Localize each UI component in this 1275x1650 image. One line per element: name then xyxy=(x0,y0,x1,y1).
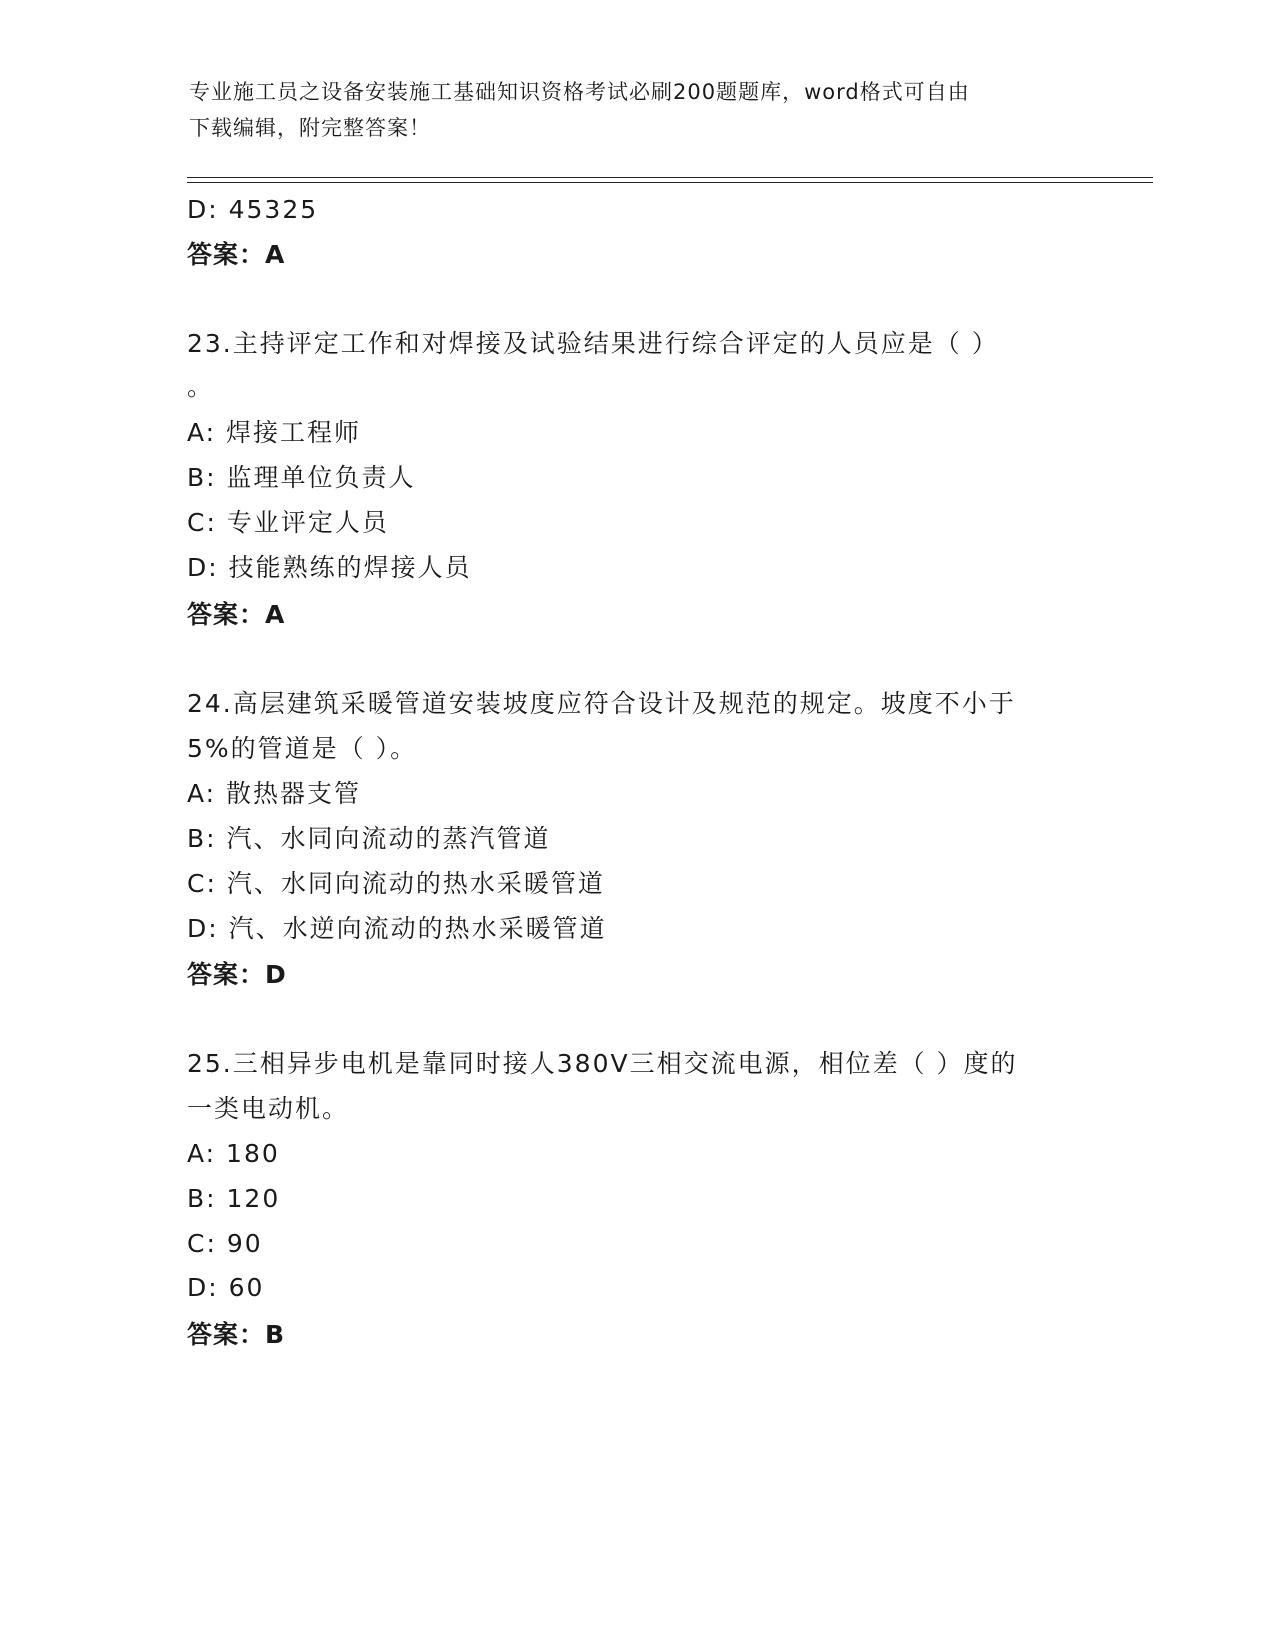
document-header xyxy=(189,74,1069,146)
question-stem-line-1: 23.主持评定工作和对焊接及试验结果进行综合评定的人员应是（ ） xyxy=(187,329,999,358)
question-stem-line-2: 。 xyxy=(187,372,215,401)
prev-answer: 答案：A xyxy=(187,240,286,269)
answer: 答案：A xyxy=(187,600,286,629)
option-b: B: 120 xyxy=(187,1184,281,1213)
question-stem-line-2: 一类电动机。 xyxy=(187,1094,350,1123)
header-title-line-2: 下载编辑，附完整答案！ xyxy=(189,116,431,140)
answer: 答案：B xyxy=(187,1320,286,1349)
option-c: C: 90 xyxy=(187,1229,263,1258)
prev-option-d: D: 45325 xyxy=(187,195,319,224)
option-b: B: 汽、水同向流动的蒸汽管道 xyxy=(187,824,551,853)
question-stem-line-2: 5%的管道是（ ）。 xyxy=(187,734,418,763)
option-d: D: 技能熟练的焊接人员 xyxy=(187,553,472,582)
option-a: A: 180 xyxy=(187,1139,280,1168)
option-c: C: 专业评定人员 xyxy=(187,508,389,537)
header-divider-bottom xyxy=(187,182,1153,183)
option-b: B: 监理单位负责人 xyxy=(187,463,416,492)
question-stem-line-1: 25.三相异步电机是靠同时接人380V三相交流电源，相位差（ ）度的 xyxy=(187,1049,1018,1078)
option-a: A: 散热器支管 xyxy=(187,779,362,808)
option-d: D: 60 xyxy=(187,1273,265,1302)
header-title-line-1: 专业施工员之设备安装施工基础知识资格考试必刷200题题库，word格式可自由 xyxy=(189,80,970,104)
header-divider-top xyxy=(187,177,1153,178)
option-c: C: 汽、水同向流动的热水采暖管道 xyxy=(187,869,605,898)
option-a: A: 焊接工程师 xyxy=(187,418,362,447)
option-d: D: 汽、水逆向流动的热水采暖管道 xyxy=(187,914,607,943)
answer: 答案：D xyxy=(187,960,287,989)
question-stem-line-1: 24.高层建筑采暖管道安装坡度应符合设计及规范的规定。坡度不小于 xyxy=(187,689,1016,718)
